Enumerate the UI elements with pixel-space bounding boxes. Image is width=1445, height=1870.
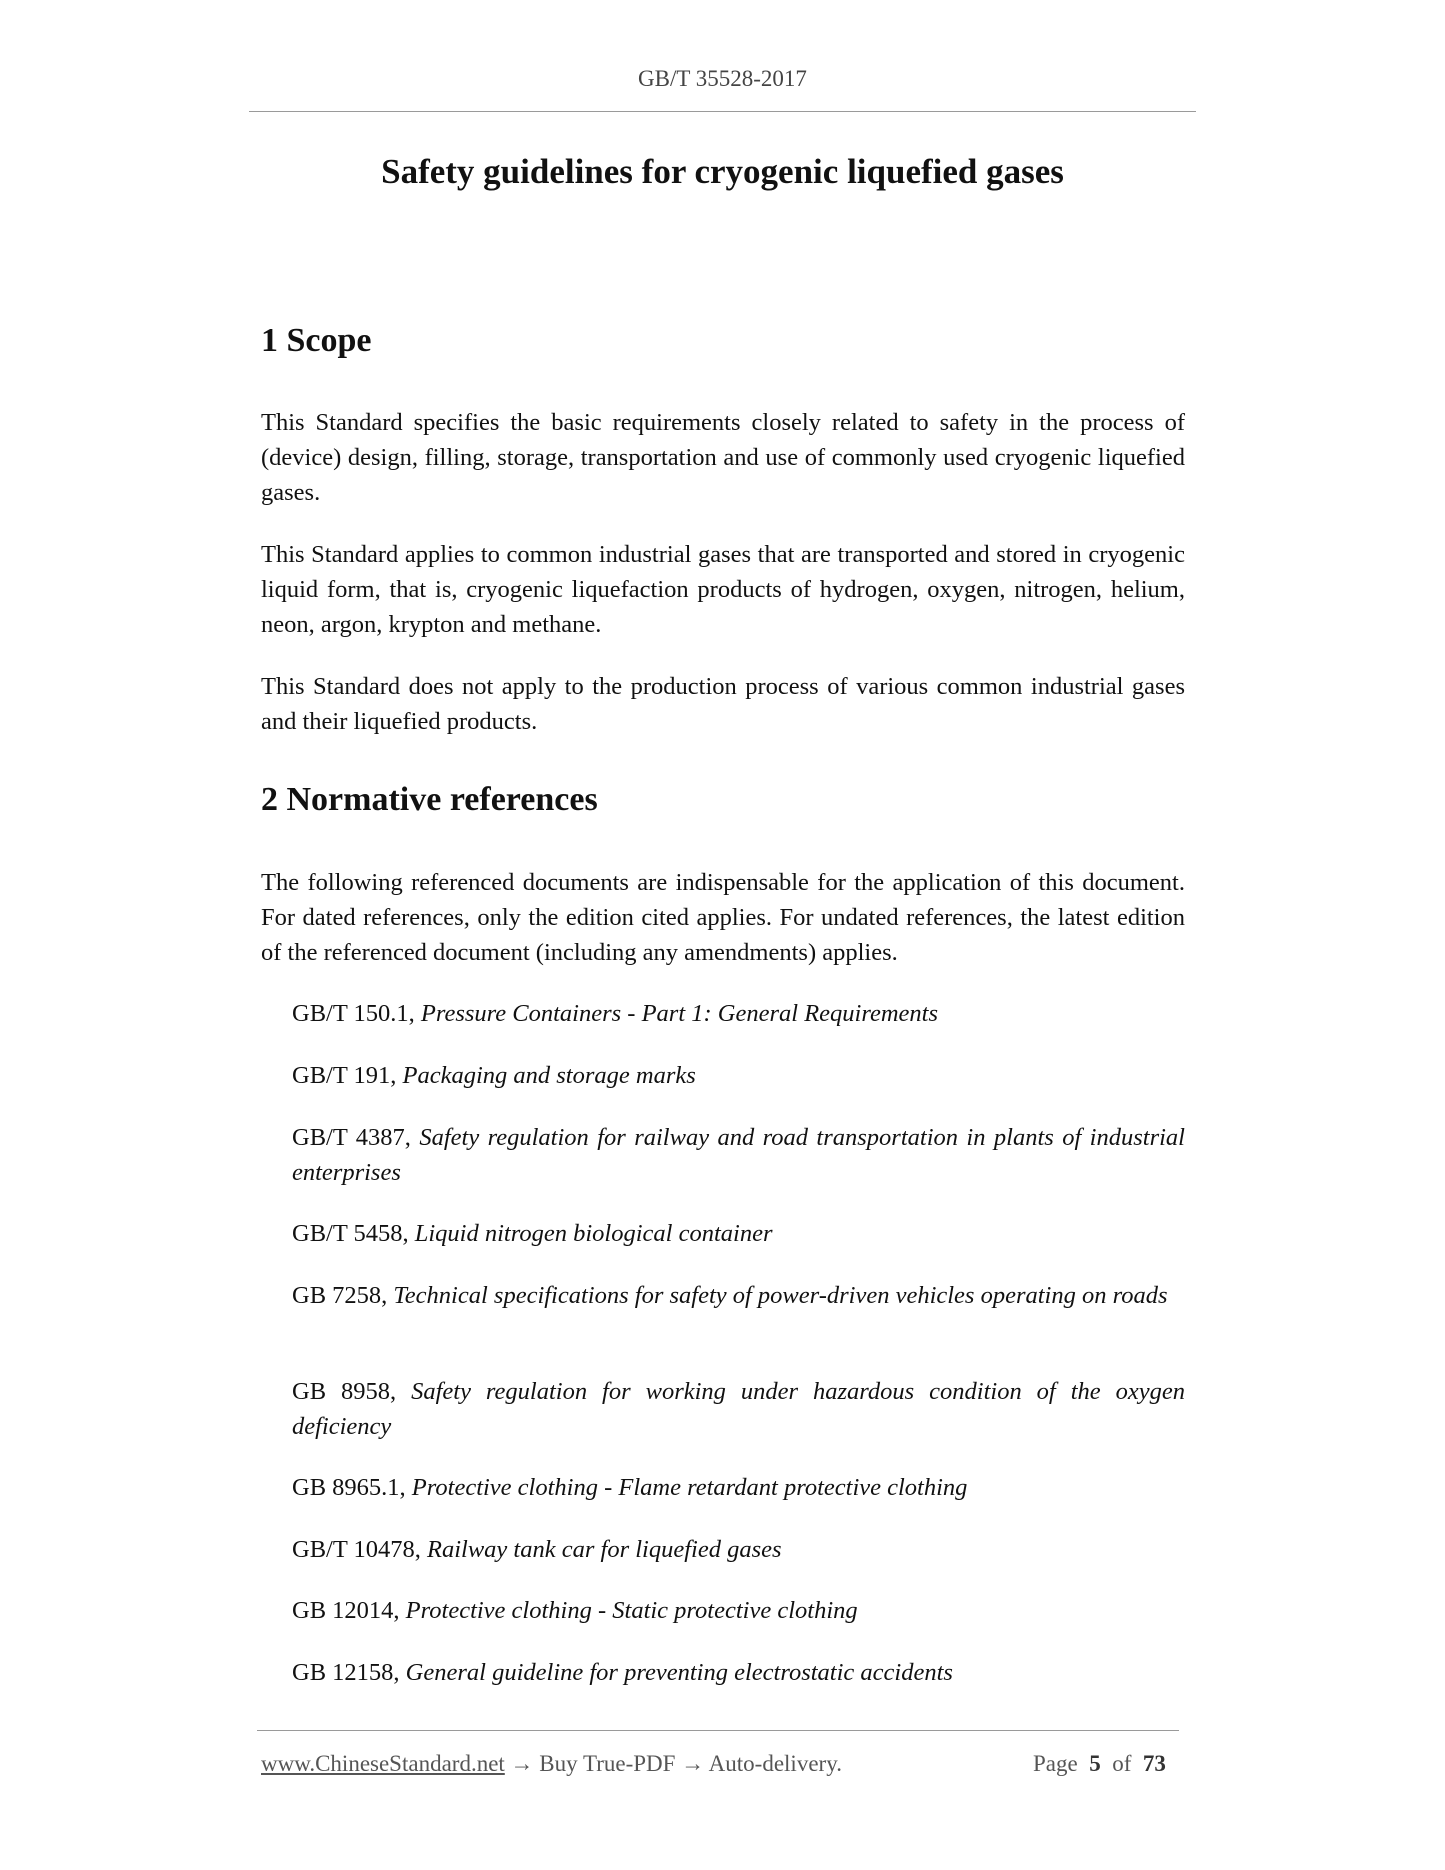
arrow-right-icon: → [504,1751,540,1776]
section-heading-normative-references: 2 Normative references [261,781,598,818]
arrow-right-icon: → [675,1751,709,1776]
reference-title: Protective clothing - Static protective clothing [405,1597,858,1624]
reference-item [292,1655,1185,1690]
header-divider [249,111,1196,112]
reference-code: GB 12158, [292,1659,406,1686]
references-intro-paragraph: The following referenced documents are indispensable for the application of this document. For dated references, only the edition cited applies. For undated references, the latest edition of the referenced document (including any amendments) applies. [261,869,1185,966]
reference-code: GB/T 4387, [292,1124,420,1151]
reference-title: Safety regulation for working under hazardous condition of the oxygen deficiency [292,1378,1185,1440]
reference-code: GB/T 5458, [292,1220,415,1247]
reference-title: Liquid nitrogen biological container [414,1220,773,1247]
footer-promo [261,1751,842,1777]
reference-item [292,1470,1185,1505]
site-link[interactable]: www.ChineseStandard.net [261,1751,505,1776]
scope-paragraph-2: This Standard applies to common industrial gases that are transported and stored in cryogenic liquid form, that is, cryogenic liquefaction products of hydrogen, oxygen, nitrogen, helium, neon, argon, krypton and methane. [261,541,1185,638]
reference-item [292,1058,1185,1093]
page-number: 5 [1089,1751,1101,1776]
reference-title: General guideline for preventing electrostatic accidents [405,1659,953,1686]
section-heading-scope: 1 Scope [261,322,372,359]
reference-item [292,996,1185,1031]
reference-code: GB/T 191, [292,1062,403,1089]
scope-paragraph-3: This Standard does not apply to the production process of various common industrial gases and their liquefied products. [261,673,1185,735]
reference-title: Packaging and storage marks [402,1062,696,1089]
reference-item [292,1216,1185,1251]
auto-delivery-text: Auto-delivery. [708,1751,842,1776]
header-doc-code: GB/T 35528-2017 [638,66,807,91]
footer-divider [257,1730,1179,1731]
reference-item [292,1278,1185,1313]
page-indicator [1033,1751,1166,1777]
reference-item [292,1532,1185,1567]
reference-title: Pressure Containers - Part 1: General Requirements [420,1000,939,1027]
page-label: Page [1033,1751,1078,1776]
reference-item [292,1120,1185,1190]
document-title: Safety guidelines for cryogenic liquefied gases [381,152,1064,191]
reference-title: Safety regulation for railway and road transportation in plants of industrial enterprises [292,1124,1185,1186]
reference-item [292,1593,1185,1628]
scope-paragraph-1: This Standard specifies the basic requirements closely related to safety in the process of (device) design, filling, storage, transportation and use of commonly used cryogenic liquefied gases. [261,409,1185,506]
reference-item [292,1374,1185,1444]
reference-code: GB 8965.1, [292,1474,412,1501]
of-label: of [1112,1751,1132,1776]
reference-title: Protective clothing - Flame retardant protective clothing [411,1474,968,1501]
buy-true-pdf-text: Buy True-PDF [539,1751,676,1776]
page-total: 73 [1142,1751,1166,1776]
reference-code: GB/T 150.1, [292,1000,421,1027]
reference-title: Railway tank car for liquefied gases [427,1536,782,1563]
reference-code: GB 7258, [292,1282,394,1309]
reference-title: Technical specifications for safety of power-driven vehicles operating on roads [393,1282,1168,1309]
reference-code: GB 12014, [292,1597,406,1624]
reference-code: GB 8958, [292,1378,412,1405]
reference-code: GB/T 10478, [292,1536,427,1563]
